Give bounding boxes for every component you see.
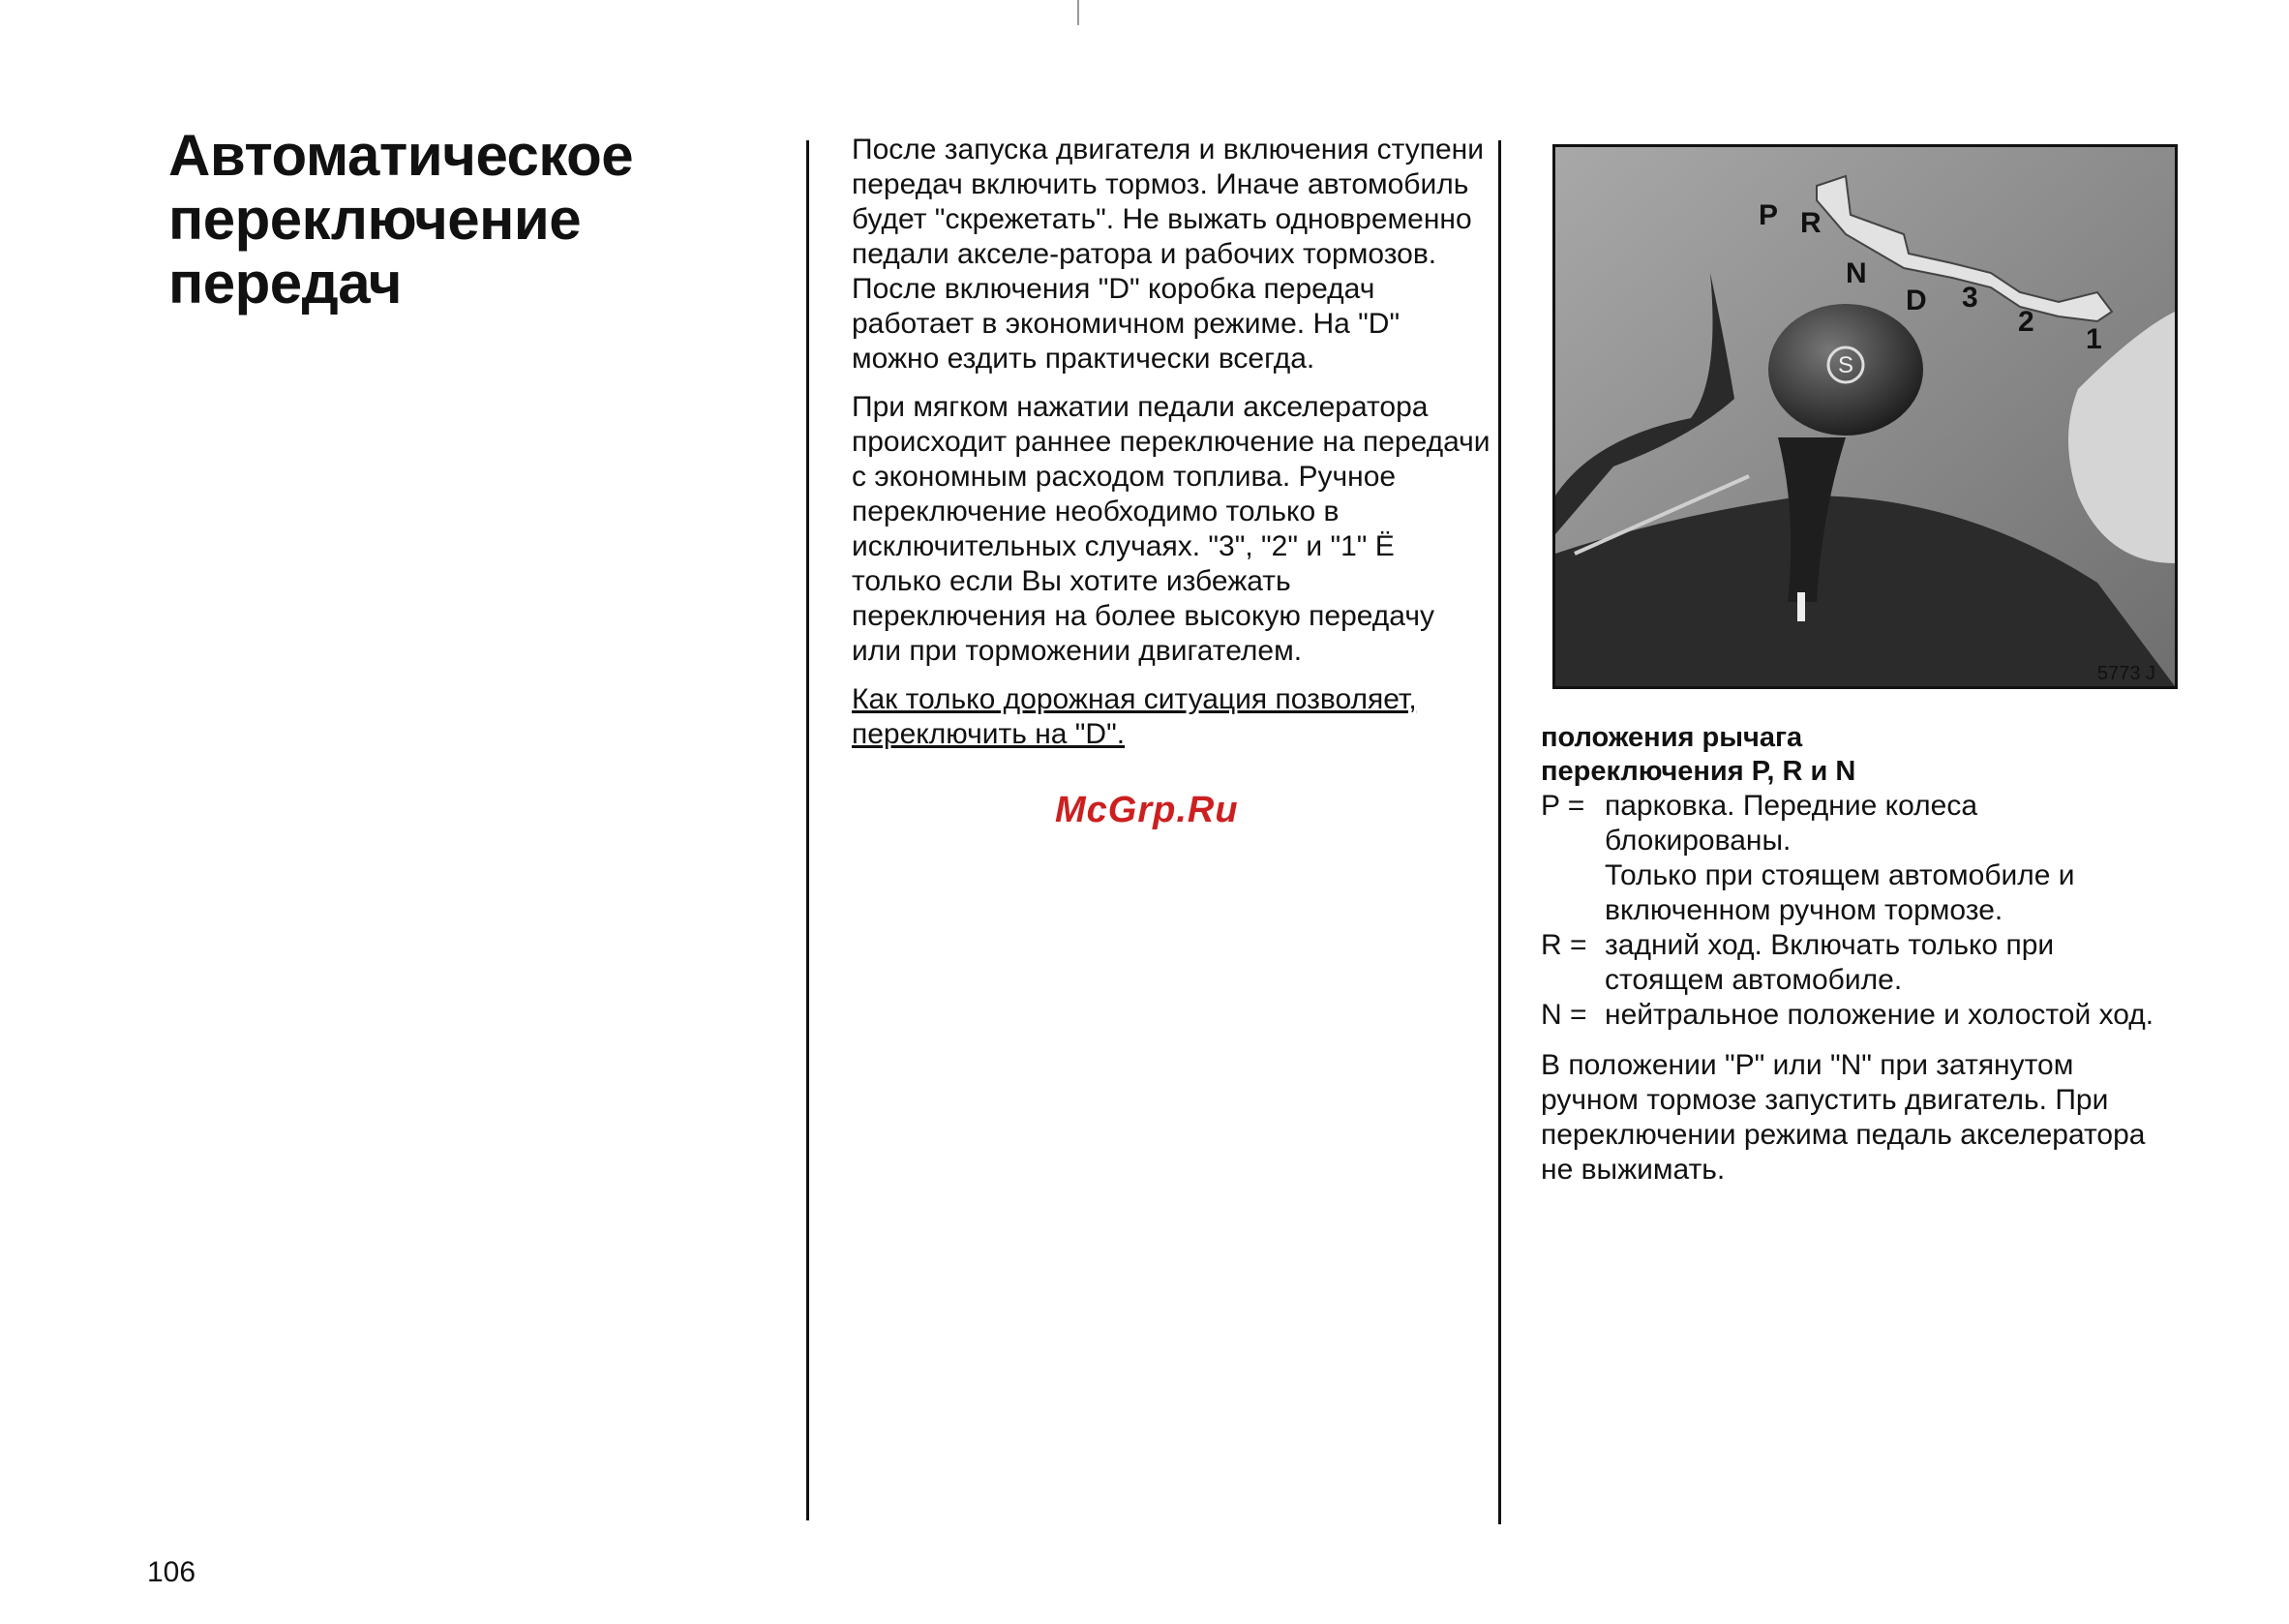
definition-key: P = <box>1541 790 1585 822</box>
knob-s-label: S <box>1837 352 1854 378</box>
column-divider-left <box>806 140 809 1520</box>
definition-item <box>1541 789 2170 858</box>
definition-key: N = <box>1541 999 1587 1031</box>
title-line: передач <box>168 251 402 316</box>
paragraph: При мягком нажатии педали акселератора происходит раннее переключение на передачи с экономным расходом топлива. Ручное переключение необходимо только в исключительных случаях. "3", "2" и "1" Ё только если Вы хотите избежать переключения на более высокую передачу или при торможении двигателем. <box>852 391 1491 667</box>
definition-text: Только при стоящем автомобиле и включенном ручном тормозе. <box>1605 859 2075 926</box>
definition-text: нейтральное положение и холостой ход. <box>1605 999 2154 1031</box>
page-title <box>168 124 710 316</box>
gate-label-n: N <box>1846 257 1867 289</box>
link-text: Как только дорожная ситуация позволяет, переключить на "D". <box>852 683 1417 750</box>
gate-label-r: R <box>1800 207 1822 239</box>
gate-label-3: 3 <box>1962 282 1978 314</box>
section-heading: положения рычага <box>1541 722 1803 753</box>
title-line: Автоматическое <box>168 123 634 188</box>
definition-item <box>1541 928 2170 998</box>
title-line: переключение <box>168 187 582 252</box>
definition-text: задний ход. Включать только при стоящем автомобиле. <box>1605 929 2055 996</box>
definition-key: R = <box>1541 929 1587 961</box>
watermark: McGrp.Ru <box>1055 790 1239 830</box>
gate-label-2: 2 <box>2018 306 2034 338</box>
gear-selector-photo <box>1552 144 2178 689</box>
figure-code: 5773 J <box>2097 663 2156 684</box>
gate-label-p: P <box>1759 199 1779 231</box>
middle-column <box>852 133 1491 752</box>
section-heading: переключения P, R и N <box>1541 756 1856 787</box>
right-column <box>1541 721 2170 1188</box>
paragraph: В положении "P" или "N" при затянутом ручном тормозе запустить двигатель. При переключении режима педаль акселератора не выжимать. <box>1541 1049 2146 1186</box>
column-divider-right <box>1498 140 1501 1524</box>
paragraph: После запуска двигателя и включения ступени передач включить тормоз. Иначе автомобиль будет "скрежетать". Не выжать одновременно педали акселе-ратора и рабочих тормозов. После включения "D" коробка передач работает в экономичном режиме. На "D" можно ездить практически всегда. <box>852 134 1484 375</box>
gate-label-1: 1 <box>2086 323 2102 355</box>
page-number: 106 <box>147 1556 196 1588</box>
gate-label-d: D <box>1906 285 1927 316</box>
definition-text: парковка. Передние колеса блокированы. <box>1605 790 1978 857</box>
definition-item <box>1541 998 2170 1033</box>
definition-item <box>1541 858 2170 928</box>
top-tick-mark <box>1077 0 1079 25</box>
